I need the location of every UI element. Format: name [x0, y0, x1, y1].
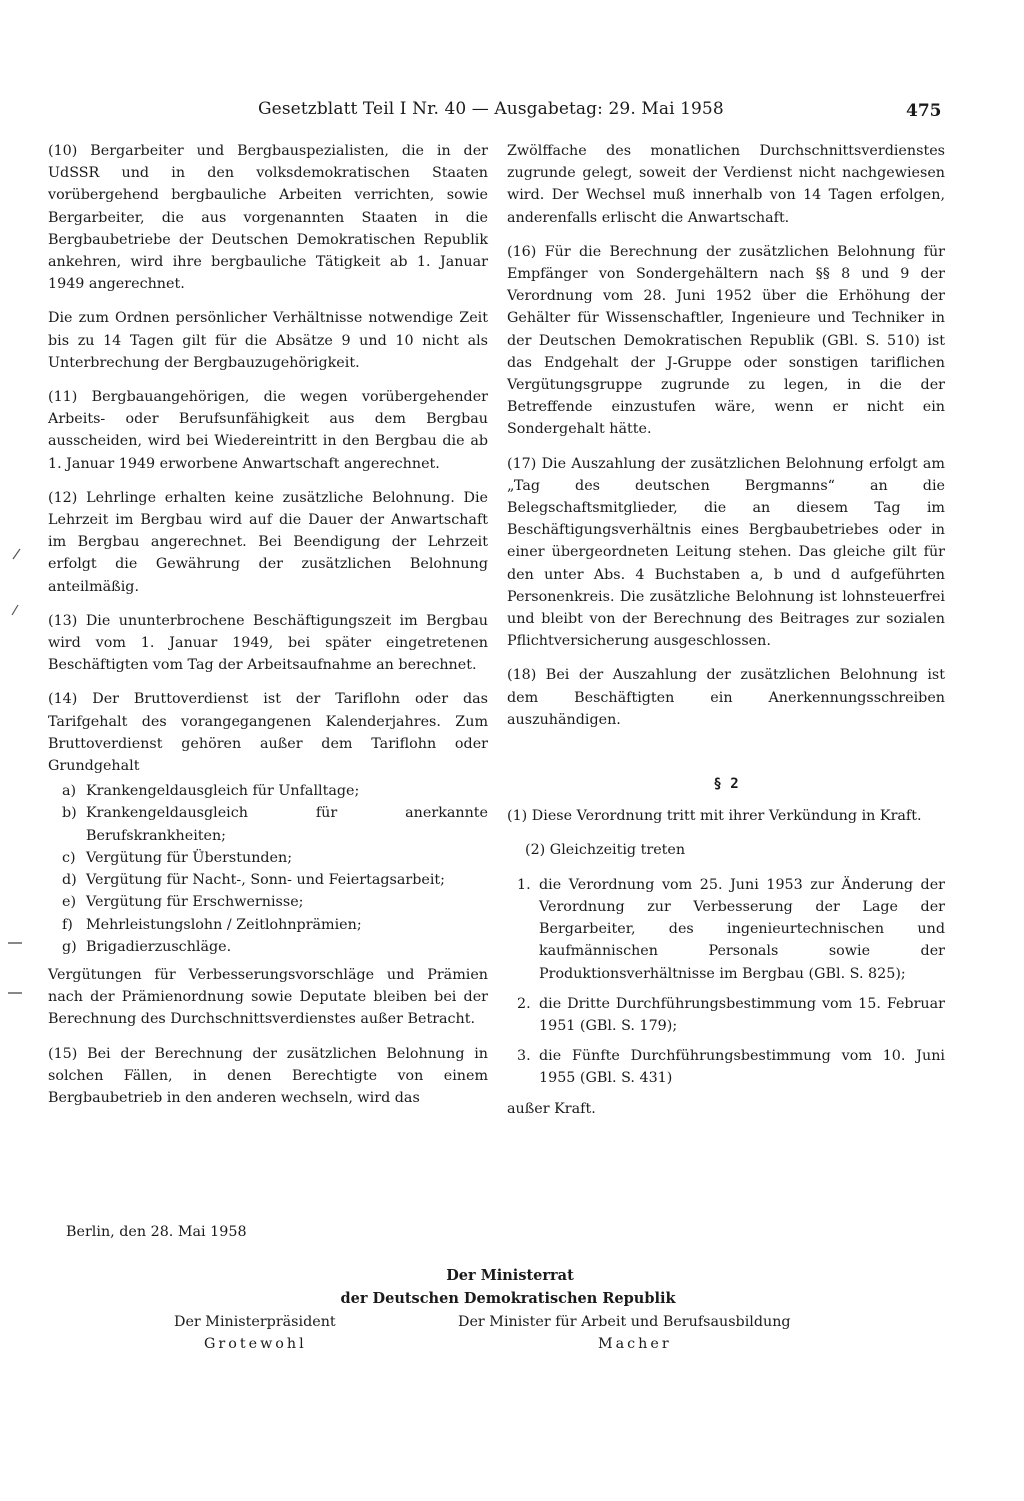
paragraph-15-continued: Zwölffache des monatlichen Durchschnittsverdienstes zugrunde gelegt, soweit der Verdienst nicht nachgewiesen wird. Der Wechsel muß innerhalb von 14 Tagen erfolgen, anderenfalls erlischt die Anwartschaft. — [507, 143, 945, 226]
list-marker: f) — [62, 916, 73, 933]
paragraph-17: (17) Die Auszahlung der zusätzlichen Belohnung erfolgt am „Tag des deutschen Bergmanns“ an die Belegschaftsmitglieder, die an diesem Tag im Beschäftigungsverhältnis eines Bergbaubetriebes oder in einer übergeordneten Leitung stehen. Das gleiche gilt für den unter Abs. 4 Buchstaben a, b und d aufgeführten Personenkreis. Die zusätzliche Belohnung ist lohnsteuerfrei und bleibt von der Berechnung des Beitrages zur sozialen Pflichtversicherung ausgeschlossen. — [507, 455, 945, 650]
running-header: Gesetzblatt Teil I Nr. 40 — Ausgabetag: 29. Mai 1958 — [258, 99, 724, 119]
paragraph-14-continued: Vergütungen für Verbesserungsvorschläge und Prämien nach der Prämienordnung sowie Deputate bleiben bei der Berechnung des Durchschnittsverdienstes außer Betracht. — [48, 966, 488, 1028]
right-signatory-name: Macher — [598, 1336, 672, 1352]
list-text: Krankengeldausgleich für Unfalltage; — [86, 783, 360, 800]
right-signatory-role: Der Minister für Arbeit und Berufsausbildung — [458, 1314, 791, 1330]
issuing-body-line-1: Der Ministerrat — [446, 1267, 574, 1284]
list-marker: g) — [62, 938, 77, 955]
paragraph-13: (13) Die ununterbrochene Beschäftigungszeit im Bergbau wird vom 1. Januar 1949, bei später eingetretenen Beschäftigten vom Tag der Arbeitsaufnahme an berechnet. — [48, 612, 488, 674]
list-text: Brigadierzuschläge. — [86, 938, 232, 955]
paragraph-18: (18) Bei der Auszahlung der zusätzlichen Belohnung ist dem Beschäftigten ein Anerkennungsschreiben auszuhändigen. — [507, 667, 945, 728]
list-text: die Verordnung vom 25. Juni 1953 zur Änderung der Verordnung zur Verbesserung der Lage der Bergarbeiter, des ingenieurtechnischen und kaufmännischen Personals sowie der Produktionsverhältnisse im Bergbau (GBl. S. 825); — [539, 876, 945, 982]
paragraph-12: (12) Lehrlinge erhalten keine zusätzliche Belohnung. Die Lehrzeit im Bergbau wird auf die Dauer der Anwartschaft im Bergbau angerechnet. Bei Beendigung der Lehrzeit erfolgt die Gewährung der zusätzlichen Belohnung anteilmäßig. — [48, 489, 488, 595]
list-text: Vergütung für Überstunden; — [86, 849, 293, 866]
right-column — [507, 140, 945, 1132]
margin-marks-lower — [6, 935, 26, 1005]
issuing-body-line-2: der Deutschen Demokratischen Republik — [340, 1290, 676, 1307]
list-marker: d) — [62, 872, 77, 889]
list-marker: b) — [62, 805, 77, 822]
list-text: die Dritte Durchführungsbestimmung vom 15. Februar 1951 (GBl. S. 179); — [539, 995, 945, 1034]
list-item — [48, 914, 488, 936]
list-marker: 1. — [517, 876, 531, 893]
page-number: 475 — [906, 101, 942, 121]
left-signatory-name: Grotewohl — [204, 1336, 307, 1352]
place-and-date: Berlin, den 28. Mai 1958 — [66, 1224, 247, 1240]
paragraph-10: (10) Bergarbeiter und Bergbauspezialisten, die in der UdSSR und in den volksdemokratischen Staaten vorübergehend bergbauliche Arbeiten verrichten, sowie Bergarbeiter, die aus vorgenannten Staaten in die Bergbaubetriebe der Deutschen Demokratischen Republik ankehren, wird ihre bergbauliche Tätigkeit ab 1. Januar 1949 angerechnet. — [48, 143, 488, 293]
list-marker: c) — [62, 849, 76, 866]
paragraph-15: (15) Bei der Berechnung der zusätzlichen Belohnung in solchen Fällen, in denen Berechtigte von einem Bergbaubetrieb in den anderen wechseln, wird das — [48, 1045, 488, 1106]
list-item — [48, 802, 488, 846]
list-text: Vergütung für Erschwernisse; — [86, 894, 304, 911]
list-item — [48, 891, 488, 913]
section-heading: § 2 — [713, 776, 739, 793]
list-item — [507, 1045, 945, 1089]
list-item — [48, 936, 488, 958]
paragraph-14: (14) Der Bruttoverdienst ist der Tariflohn oder das Tarifgehalt des vorangegangenen Kalenderjahres. Zum Bruttoverdienst gehören außer dem Tariflohn oder Grundgehalt — [48, 691, 488, 775]
list-marker: 2. — [517, 995, 531, 1012]
left-column — [48, 140, 488, 1121]
list-marker: e) — [62, 894, 77, 911]
list-item — [48, 780, 488, 802]
list-text: Mehrleistungslohn / Zeitlohnprämien; — [86, 916, 362, 933]
list-item — [48, 869, 488, 891]
list-text: die Fünfte Durchführungsbestimmung vom 10. Juni 1955 (GBl. S. 431) — [539, 1048, 945, 1087]
closing-line: außer Kraft. — [507, 1100, 596, 1117]
paragraph-10-continued: Die zum Ordnen persönlicher Verhältnisse notwendige Zeit bis zu 14 Tagen gilt für die Absätze 9 und 10 nicht als Unterbrechung der Bergbauzugehörigkeit. — [48, 310, 488, 371]
repealed-regulations-list — [507, 874, 945, 1090]
left-signatory-role: Der Ministerpräsident — [174, 1314, 336, 1330]
list-item — [507, 874, 945, 985]
section-2-paragraph-2: (2) Gleichzeitig treten — [525, 842, 686, 859]
list-item — [48, 847, 488, 869]
remuneration-list — [48, 780, 488, 958]
paragraph-16: (16) Für die Berechnung der zusätzlichen Belohnung für Empfänger von Sondergehältern nach §§ 8 und 9 der Verordnung vom 28. Juni 1952 über die Erhöhung der Gehälter für Wissenschaftler, Ingenieure und Techniker in der Deutschen Demokratischen Republik (GBl. S. 510) ist das Endgehalt der J-Gruppe oder sonstigen tariflichen Vergütungsgruppe zugrunde zu legen, in die der Betreffende einzustufen wäre, wenn er nicht ein Sondergehalt hätte. — [507, 243, 945, 438]
list-marker: a) — [62, 783, 77, 800]
list-text: Vergütung für Nacht-, Sonn- und Feiertagsarbeit; — [86, 872, 445, 889]
list-text: Krankengeldausgleich für anerkannte Berufskrankheiten; — [86, 805, 488, 844]
list-item — [507, 993, 945, 1037]
list-marker: 3. — [517, 1048, 531, 1065]
paragraph-11: (11) Bergbauangehörigen, die wegen vorübergehender Arbeits- oder Berufsunfähigkeit aus dem Bergbau ausscheiden, wird bei Wiedereintritt in den Bergbau die ab 1. Januar 1949 erworbene Anwartschaft angerechnet. — [48, 389, 488, 472]
section-2-paragraph-1: (1) Diese Verordnung tritt mit ihrer Verkündung in Kraft. — [507, 808, 922, 825]
margin-marks — [4, 545, 24, 635]
